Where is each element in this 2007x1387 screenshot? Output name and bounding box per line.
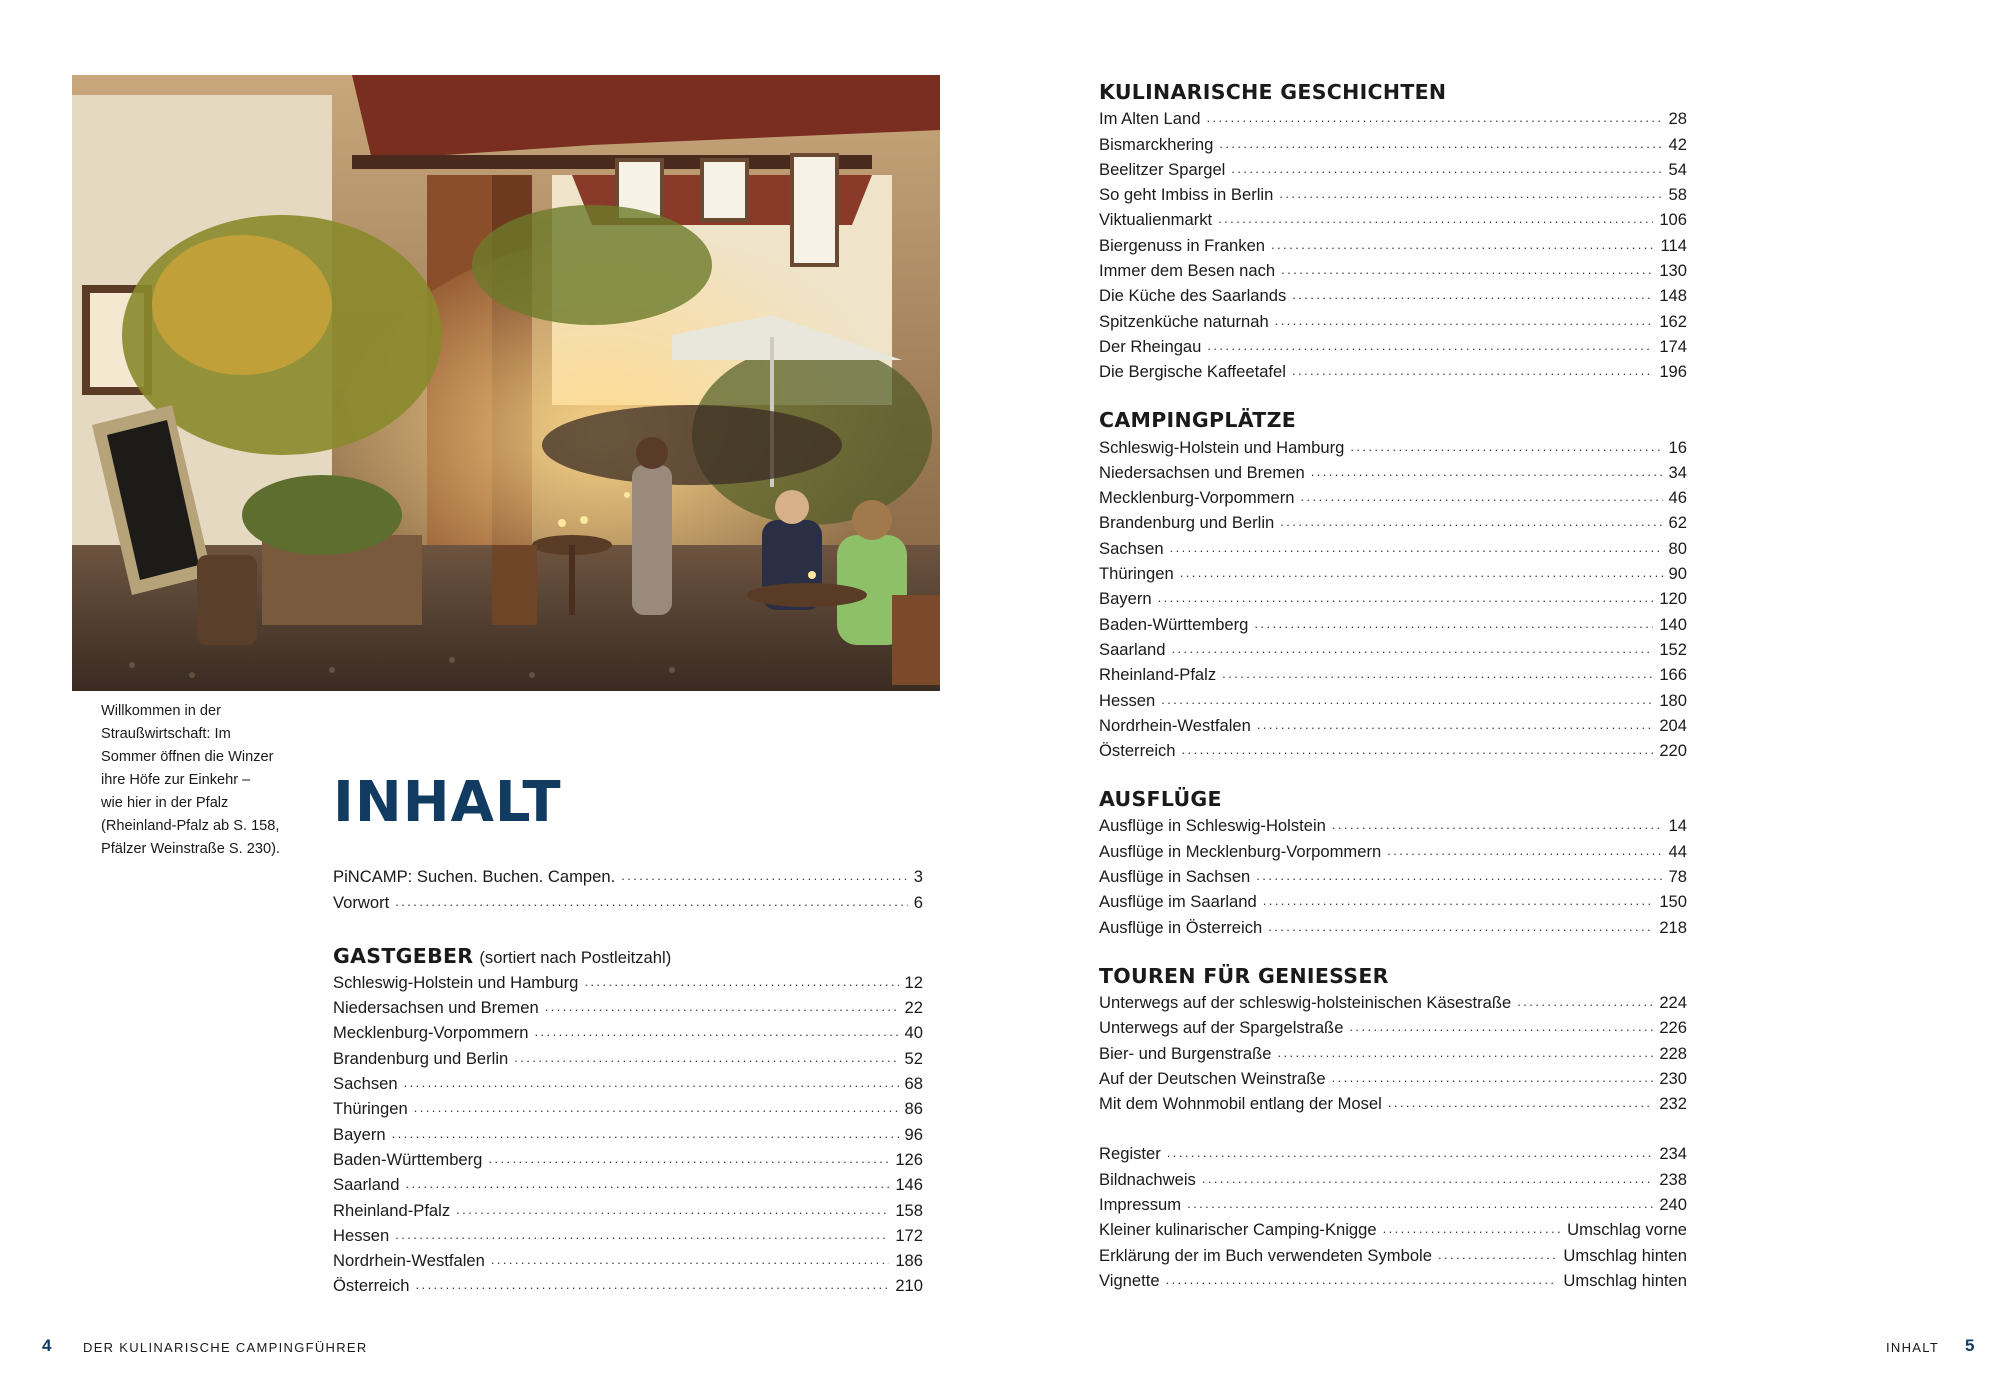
toc-page: Umschlag vorne	[1567, 1220, 1687, 1240]
leader-dots	[621, 868, 908, 883]
toc-entry[interactable]	[1099, 1240, 1687, 1265]
leader-dots	[1231, 161, 1662, 176]
toc-page: 3	[913, 867, 923, 887]
leader-dots	[1387, 843, 1662, 858]
leader-dots	[1170, 540, 1663, 555]
toc-page: 16	[1668, 437, 1687, 457]
toc-page: 34	[1668, 462, 1687, 482]
toc-entry[interactable]	[1099, 256, 1687, 281]
toc-entry[interactable]	[1099, 1038, 1687, 1063]
leader-dots	[1219, 136, 1662, 151]
toc-label: Rheinland-Pfalz	[333, 1200, 451, 1220]
toc-entry[interactable]	[333, 1246, 923, 1271]
toc-entry[interactable]	[1099, 357, 1687, 382]
toc-label: Vignette	[1099, 1270, 1160, 1290]
toc-label: Thüringen	[1099, 564, 1174, 584]
toc-page: 12	[904, 972, 923, 992]
toc-entry[interactable]	[1099, 912, 1687, 937]
toc-label: Ausflüge in Mecklenburg-Vorpommern	[1099, 841, 1382, 861]
leader-dots	[545, 999, 899, 1014]
toc-entry[interactable]	[1099, 180, 1687, 205]
leader-dots	[1332, 817, 1663, 832]
toc-page: 218	[1659, 917, 1687, 937]
toc-page: 62	[1668, 513, 1687, 533]
toc-label: PiNCAMP: Suchen. Buchen. Campen.	[333, 867, 616, 887]
toc-page: 120	[1659, 589, 1687, 609]
toc-page: Umschlag hinten	[1563, 1245, 1687, 1265]
toc-page: 204	[1659, 715, 1687, 735]
toc-page: 140	[1659, 614, 1687, 634]
toc-entry[interactable]	[333, 1195, 923, 1220]
toc-page: 238	[1659, 1169, 1687, 1189]
leader-dots	[1279, 186, 1662, 201]
leader-dots	[404, 1075, 899, 1090]
toc-page: Umschlag hinten	[1563, 1270, 1687, 1290]
leader-dots	[1161, 692, 1653, 707]
toc-entry[interactable]	[333, 1221, 923, 1246]
toc-label: Vorwort	[333, 892, 390, 912]
leader-dots	[488, 1151, 889, 1166]
toc-page: 240	[1659, 1194, 1687, 1214]
toc-entry[interactable]	[1099, 104, 1687, 129]
section-subheading: (sortiert nach Postleitzahl)	[479, 947, 672, 967]
toc-entry[interactable]	[1099, 711, 1687, 736]
toc-label: Österreich	[1099, 741, 1176, 761]
toc-entry[interactable]	[1099, 129, 1687, 154]
leader-dots	[416, 1277, 890, 1292]
toc-label: Bismarckhering	[1099, 134, 1214, 154]
toc-page: 86	[904, 1099, 923, 1119]
toc-entry[interactable]	[1099, 609, 1687, 634]
toc-page: 96	[904, 1124, 923, 1144]
leader-dots	[491, 1252, 889, 1267]
toc-label: Hessen	[1099, 690, 1156, 710]
caption-line: Sommer öffnen die Winzer	[101, 749, 274, 765]
running-title-right: INHALT	[1886, 1340, 1940, 1355]
toc-label: Die Küche des Saarlands	[1099, 286, 1287, 306]
toc-entry[interactable]	[1099, 281, 1687, 306]
leader-dots	[1218, 211, 1653, 226]
toc-label: Auf der Deutschen Weinstraße	[1099, 1068, 1326, 1088]
caption-line: (Rheinland-Pfalz ab S. 158,	[101, 818, 280, 834]
toc-label: Bayern	[333, 1124, 386, 1144]
toc-label: Schleswig-Holstein und Hamburg	[333, 972, 579, 992]
toc-label: Nordrhein-Westfalen	[1099, 715, 1251, 735]
toc-page: 42	[1668, 134, 1687, 154]
running-title-left: DER KULINARISCHE CAMPINGFÜHRER	[83, 1340, 368, 1355]
toc-label: Impressum	[1099, 1194, 1182, 1214]
toc-page: 28	[1668, 109, 1687, 129]
toc-page: 146	[895, 1175, 923, 1195]
toc-entry[interactable]	[333, 968, 923, 993]
toc-page: 90	[1668, 564, 1687, 584]
toc-label: Beelitzer Spargel	[1099, 159, 1226, 179]
toc-page: 230	[1659, 1068, 1687, 1088]
leader-dots	[1277, 1045, 1653, 1060]
toc-entry[interactable]	[1099, 1089, 1687, 1114]
toc-label: Thüringen	[333, 1099, 408, 1119]
leader-dots	[1257, 717, 1653, 732]
page-number-right: 5	[1965, 1336, 1975, 1355]
section-heading: AUSFLÜGE	[1099, 787, 1222, 812]
toc-page: 22	[904, 998, 923, 1018]
toc-page: 106	[1659, 210, 1687, 230]
toc-page: 40	[904, 1023, 923, 1043]
toc-page: 52	[904, 1048, 923, 1068]
photo-caption	[101, 700, 301, 861]
toc-label: Mit dem Wohnmobil entlang der Mosel	[1099, 1094, 1382, 1114]
leader-dots	[1268, 919, 1653, 934]
toc-entry[interactable]	[1099, 1266, 1687, 1291]
courtyard-photo	[72, 75, 940, 691]
toc-page: 130	[1659, 261, 1687, 281]
toc-page: 80	[1668, 538, 1687, 558]
toc-entry[interactable]	[1099, 508, 1687, 533]
toc-entry[interactable]	[1099, 1064, 1687, 1089]
toc-entry[interactable]	[1099, 584, 1687, 609]
leader-dots	[395, 894, 908, 909]
toc-entry[interactable]	[1099, 306, 1687, 331]
toc-entry[interactable]	[333, 993, 923, 1018]
toc-label: Brandenburg und Berlin	[1099, 513, 1275, 533]
toc-entry[interactable]	[1099, 155, 1687, 180]
toc-label: Hessen	[333, 1225, 390, 1245]
toc-page: 228	[1659, 1043, 1687, 1063]
toc-entry[interactable]	[1099, 332, 1687, 357]
toc-page: 158	[895, 1200, 923, 1220]
caption-line: wie hier in der Pfalz	[101, 795, 229, 811]
toc-label: Baden-Württemberg	[1099, 614, 1249, 634]
toc-page: 6	[913, 892, 923, 912]
toc-page: 186	[895, 1251, 923, 1271]
toc-left	[333, 862, 923, 1296]
leader-dots	[1158, 590, 1654, 605]
leader-dots	[1256, 868, 1662, 883]
leader-dots	[1438, 1247, 1557, 1262]
section-heading-gastgeber	[333, 938, 923, 968]
leader-dots	[1332, 1070, 1654, 1085]
toc-label: Schleswig-Holstein und Hamburg	[1099, 437, 1345, 457]
leader-dots	[1292, 287, 1653, 302]
toc-label: Sachsen	[333, 1074, 398, 1094]
leader-dots	[395, 1227, 889, 1242]
leader-dots	[1180, 565, 1663, 580]
leader-dots	[1182, 742, 1654, 757]
toc-entry[interactable]	[1099, 458, 1687, 483]
toc-page: 148	[1659, 286, 1687, 306]
toc-entry[interactable]	[333, 1069, 923, 1094]
toc-page: 232	[1659, 1094, 1687, 1114]
toc-label: Unterwegs auf der Spargelstraße	[1099, 1018, 1344, 1038]
toc-entry[interactable]	[333, 862, 923, 887]
caption-line: Straußwirtschaft: Im	[101, 726, 231, 742]
page-number-left: 4	[42, 1336, 52, 1355]
toc-page: 210	[895, 1276, 923, 1296]
toc-page: 46	[1668, 488, 1687, 508]
caption-line: Willkommen in der	[101, 703, 222, 719]
toc-right	[1099, 74, 1687, 1291]
section-heading: KULINARISCHE GESCHICHTEN	[1099, 80, 1447, 104]
toc-entry[interactable]	[1099, 836, 1687, 861]
toc-label: Brandenburg und Berlin	[333, 1048, 509, 1068]
toc-label: Bayern	[1099, 589, 1152, 609]
toc-label: Unterwegs auf der schleswig-holsteinischen Käsestraße	[1099, 992, 1512, 1012]
leader-dots	[535, 1024, 899, 1039]
leader-dots	[405, 1176, 889, 1191]
toc-page: 226	[1659, 1018, 1687, 1038]
toc-entry[interactable]	[333, 1271, 923, 1296]
page-title: INHALT	[333, 770, 562, 835]
leader-dots	[1311, 464, 1663, 479]
toc-label: Niedersachsen und Bremen	[1099, 462, 1305, 482]
toc-label: Ausflüge in Österreich	[1099, 917, 1263, 937]
leader-dots	[1254, 616, 1653, 631]
toc-page: 68	[904, 1074, 923, 1094]
toc-entry[interactable]	[333, 1145, 923, 1170]
leader-dots	[1207, 338, 1653, 353]
toc-page: 14	[1668, 816, 1687, 836]
toc-label: Österreich	[333, 1276, 410, 1296]
section-heading-text: GASTGEBER	[333, 943, 474, 968]
toc-label: Im Alten Land	[1099, 109, 1201, 129]
toc-page: 166	[1659, 665, 1687, 685]
leader-dots	[1281, 262, 1653, 277]
toc-entry[interactable]	[1099, 1164, 1687, 1189]
toc-entry[interactable]	[1099, 1215, 1687, 1240]
toc-entry[interactable]	[333, 1018, 923, 1043]
toc-page: 172	[895, 1225, 923, 1245]
toc-page: 174	[1659, 336, 1687, 356]
toc-entry[interactable]	[1099, 1190, 1687, 1215]
toc-entry[interactable]	[1099, 1013, 1687, 1038]
toc-label: Immer dem Besen nach	[1099, 261, 1276, 281]
toc-label: Bier- und Burgenstraße	[1099, 1043, 1272, 1063]
leader-dots	[584, 974, 898, 989]
toc-label: Kleiner kulinarischer Camping-Knigge	[1099, 1220, 1377, 1240]
toc-entry[interactable]	[1099, 432, 1687, 457]
toc-page: 78	[1668, 867, 1687, 887]
toc-page: 150	[1659, 892, 1687, 912]
toc-label: Ausflüge im Saarland	[1099, 892, 1257, 912]
toc-entry[interactable]	[1099, 483, 1687, 508]
toc-entry[interactable]	[1099, 988, 1687, 1013]
toc-label: Ausflüge in Schleswig-Holstein	[1099, 816, 1326, 836]
toc-page: 152	[1659, 639, 1687, 659]
toc-entry[interactable]	[333, 1043, 923, 1068]
toc-entry[interactable]	[1099, 811, 1687, 836]
toc-label: Mecklenburg-Vorpommern	[1099, 488, 1295, 508]
toc-label: Erklärung der im Buch verwendeten Symbole	[1099, 1245, 1432, 1265]
toc-label: So geht Imbiss in Berlin	[1099, 185, 1274, 205]
toc-entry[interactable]	[1099, 205, 1687, 230]
toc-entry[interactable]	[333, 887, 923, 912]
leader-dots	[1388, 1095, 1653, 1110]
leader-dots	[1166, 1272, 1558, 1287]
toc-entry[interactable]	[333, 1119, 923, 1144]
leader-dots	[1206, 110, 1662, 125]
toc-page: 114	[1660, 235, 1687, 255]
leader-dots	[1280, 514, 1662, 529]
toc-page: 234	[1659, 1144, 1687, 1164]
toc-label: Ausflüge in Sachsen	[1099, 867, 1251, 887]
toc-label: Bildnachweis	[1099, 1169, 1196, 1189]
toc-entry[interactable]	[333, 1170, 923, 1195]
toc-entry[interactable]	[1099, 862, 1687, 887]
section-heading: CAMPINGPLÄTZE	[1099, 408, 1297, 433]
leader-dots	[1222, 666, 1653, 681]
toc-entry[interactable]	[1099, 533, 1687, 558]
toc-label: Viktualienmarkt	[1099, 210, 1213, 230]
toc-label: Saarland	[1099, 639, 1166, 659]
leader-dots	[1167, 1145, 1654, 1160]
toc-label: Nordrhein-Westfalen	[333, 1251, 485, 1271]
leader-dots	[514, 1050, 898, 1065]
toc-page: 126	[895, 1149, 923, 1169]
leader-dots	[1301, 489, 1663, 504]
leader-dots	[1171, 641, 1653, 656]
toc-page: 58	[1668, 185, 1687, 205]
leader-dots	[1275, 313, 1654, 328]
toc-label: Sachsen	[1099, 538, 1164, 558]
toc-entry[interactable]	[1099, 736, 1687, 761]
toc-page: 196	[1659, 362, 1687, 382]
leader-dots	[1292, 363, 1653, 378]
toc-label: Der Rheingau	[1099, 336, 1202, 356]
toc-entry[interactable]	[1099, 559, 1687, 584]
toc-page: 54	[1668, 159, 1687, 179]
toc-label: Rheinland-Pfalz	[1099, 665, 1217, 685]
toc-entry[interactable]	[1099, 635, 1687, 660]
toc-label: Die Bergische Kaffeetafel	[1099, 362, 1286, 382]
leader-dots	[414, 1100, 899, 1115]
caption-line: Pfälzer Weinstraße S. 230).	[101, 841, 280, 857]
toc-page: 180	[1659, 690, 1687, 710]
leader-dots	[1383, 1221, 1561, 1236]
toc-entry[interactable]	[333, 1094, 923, 1119]
leader-dots	[1517, 994, 1653, 1009]
toc-entry[interactable]	[1099, 685, 1687, 710]
toc-entry[interactable]	[1099, 887, 1687, 912]
toc-page: 220	[1659, 741, 1687, 761]
leader-dots	[1263, 893, 1654, 908]
toc-label: Mecklenburg-Vorpommern	[333, 1023, 529, 1043]
leader-dots	[1350, 439, 1662, 454]
leader-dots	[1202, 1171, 1653, 1186]
leader-dots	[1271, 237, 1655, 252]
caption-line: ihre Höfe zur Einkehr –	[101, 772, 251, 788]
toc-label: Baden-Württemberg	[333, 1149, 483, 1169]
leader-dots	[1187, 1196, 1653, 1211]
toc-page: 224	[1659, 992, 1687, 1012]
leader-dots	[1349, 1019, 1653, 1034]
toc-label: Saarland	[333, 1175, 400, 1195]
toc-entry[interactable]	[1099, 230, 1687, 255]
leader-dots	[392, 1126, 899, 1141]
toc-label: Biergenuss in Franken	[1099, 235, 1266, 255]
toc-page: 44	[1668, 841, 1687, 861]
toc-label: Spitzenküche naturnah	[1099, 311, 1269, 331]
toc-entry[interactable]	[1099, 660, 1687, 685]
toc-label: Niedersachsen und Bremen	[333, 998, 539, 1018]
toc-label: Register	[1099, 1144, 1161, 1164]
section-heading: TOUREN FÜR GENIESSER	[1099, 963, 1389, 988]
toc-entry[interactable]	[1099, 1139, 1687, 1164]
leader-dots	[456, 1202, 889, 1217]
toc-page: 162	[1659, 311, 1687, 331]
